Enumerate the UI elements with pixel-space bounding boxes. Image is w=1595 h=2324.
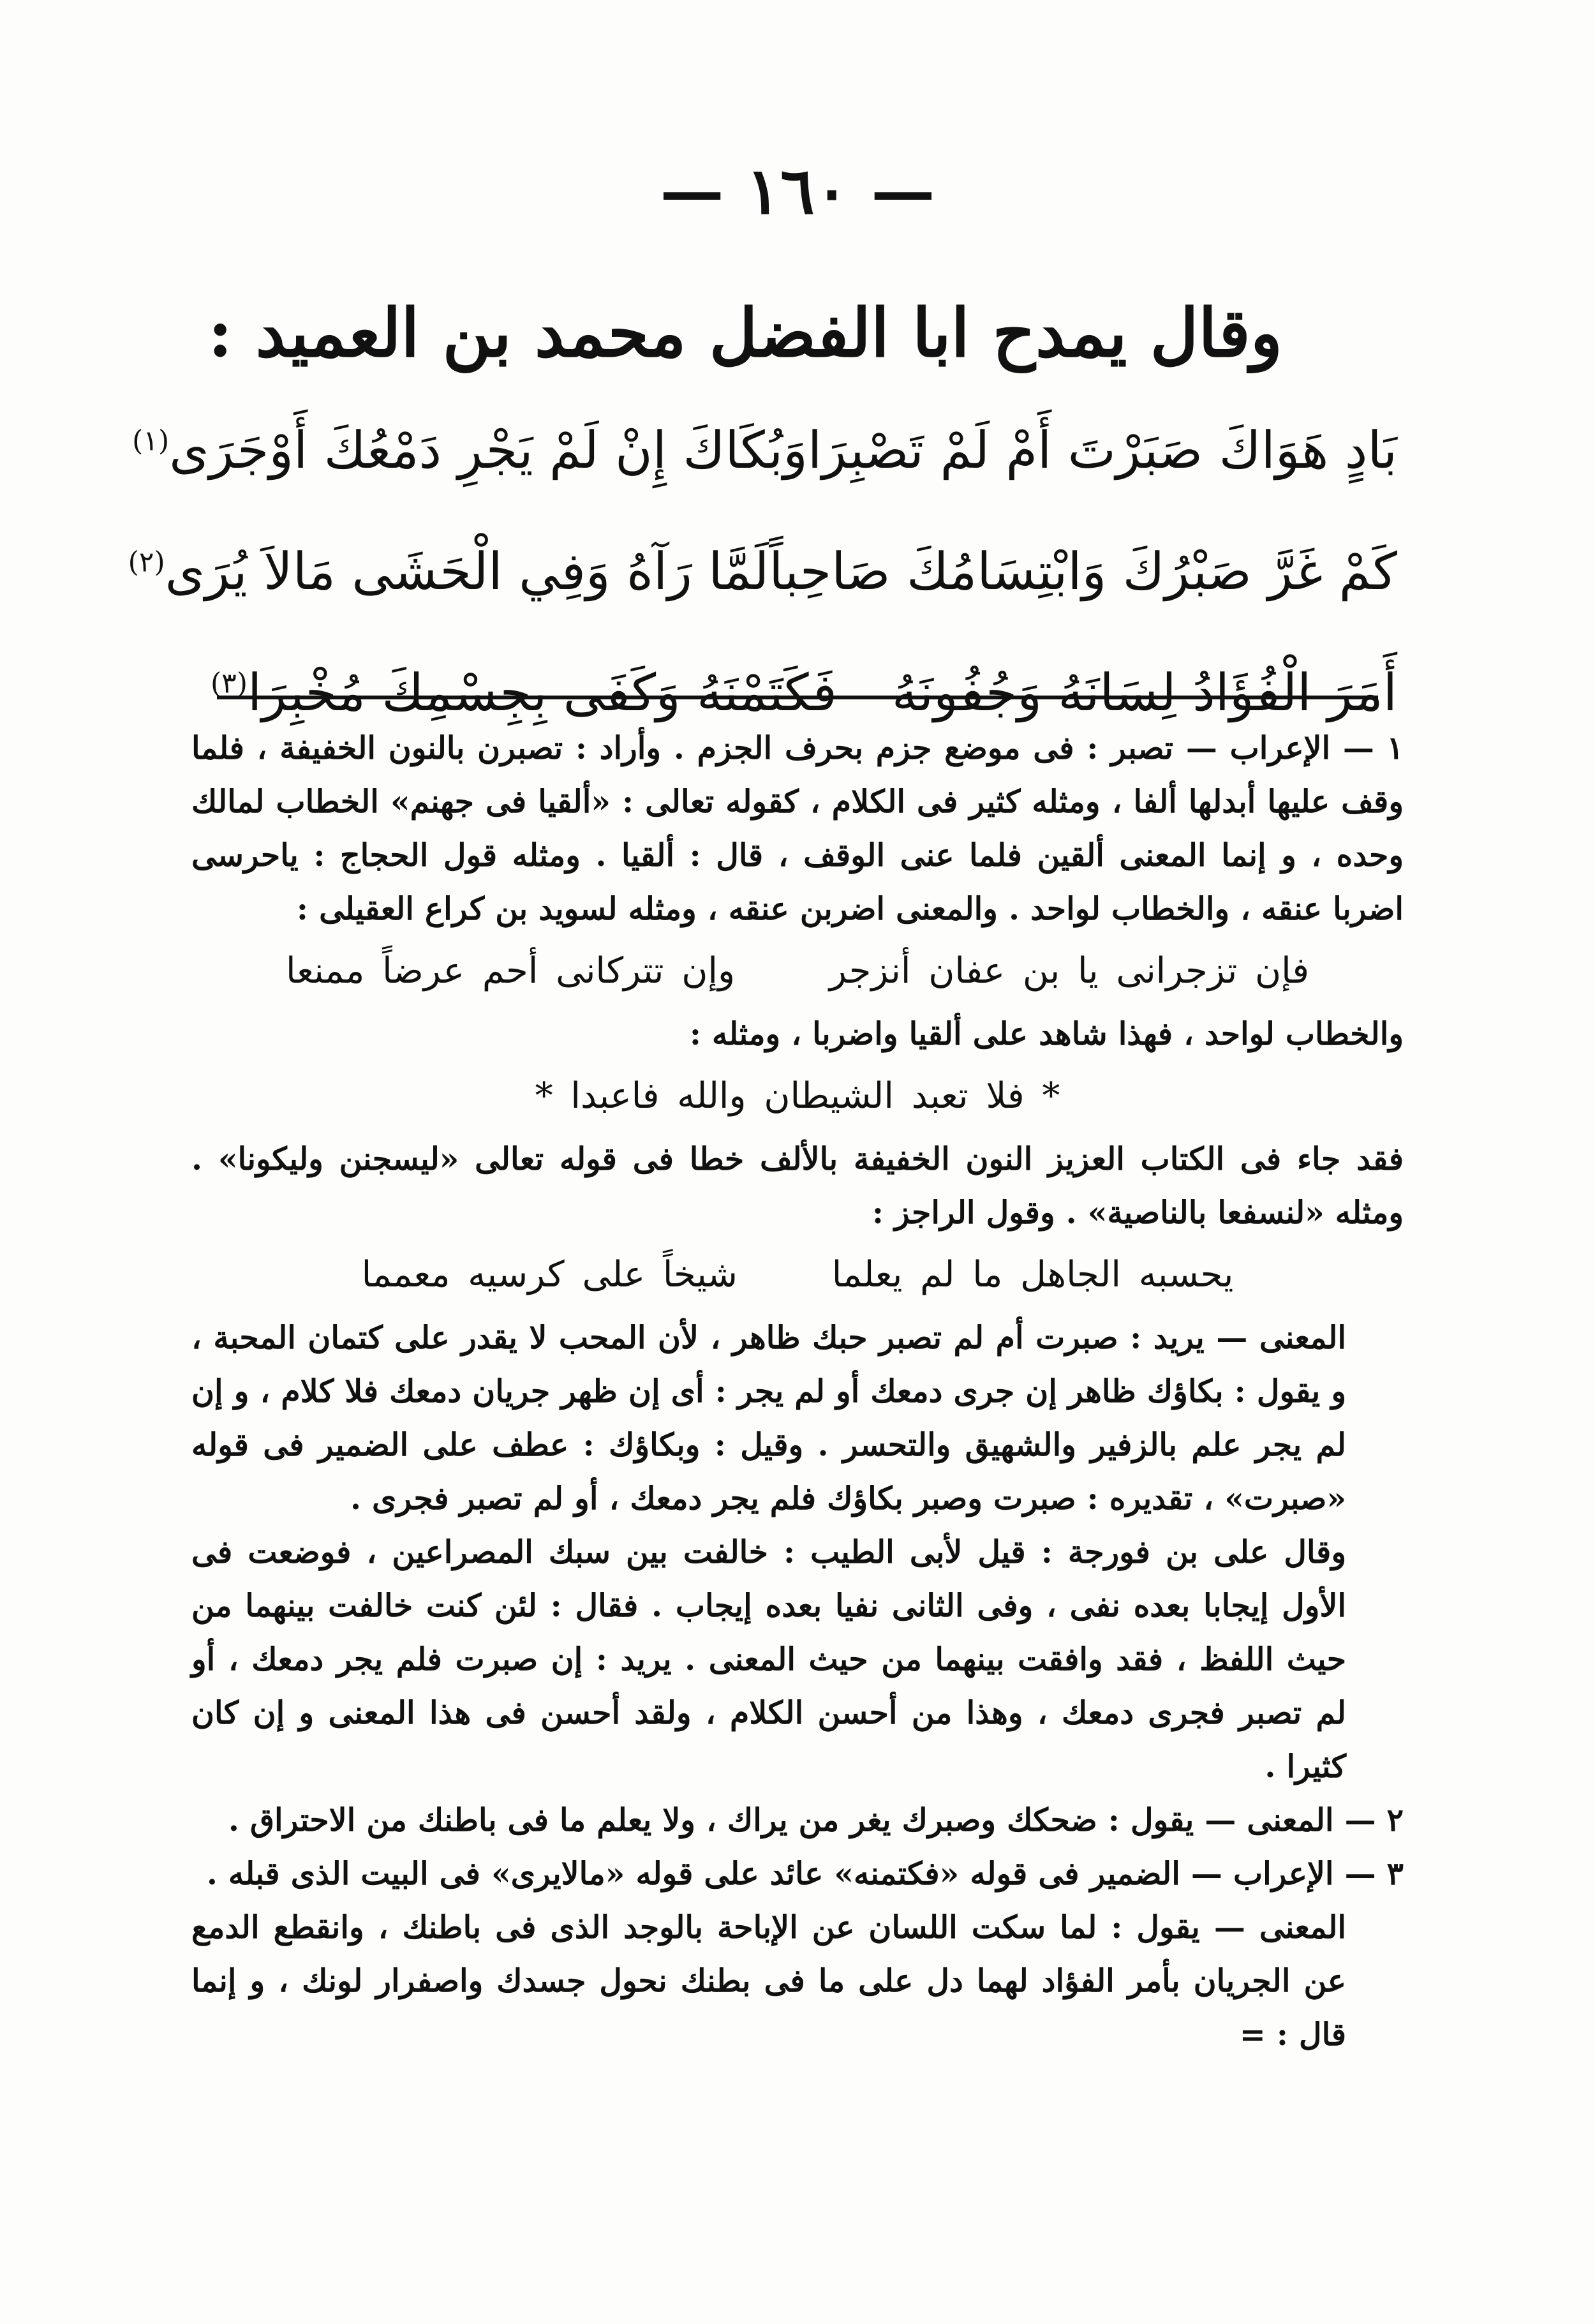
footnotes (191, 721, 1404, 2061)
verse-2 (128, 510, 1397, 632)
verse-1-first-hemistich: بَادٍ هَوَاكَ صَبَرْتَ أَمْ لَمْ تَصْبِرَا (807, 420, 1397, 480)
cited-verse-3-a: يحسبه الجاهل ما لم يعلما (831, 1254, 1234, 1295)
footnote-ref-3: (٣) (211, 666, 248, 699)
note-1-grammar: ١ — الإعراب — تصبر : فى موضع جزم بحرف الجزم . وأراد : تصبرن بالنون الخفيفة ، فلما وقف عليها أبدلها ألفا ، ومثله كثير فى الكلام ، كقوله تعالى : «ألقيا فى جهنم» الخطاب لمالك وحده ، و إنما المعنى ألقين فلما عنى الوقف ، قال : ألقيا . ومثله قول الحجاج : ياحرسى اضربا عنقه ، والخطاب لواحد . والمعنى اضربن عنقه ، ومثله لسويد بن كراع العقيلى : (191, 729, 1404, 927)
verse-2-second-hemistich: لَمَّا رَآهُ وَفِي الْحَشَى مَالاَ يُرَى$^{(٢)}$ (128, 541, 769, 601)
cited-verse-2: * فلا تعبد الشيطان والله فاعبدا * (535, 1075, 1060, 1117)
cited-verse-1-a: فإن تزجرانى يا بن عفان أنزجر (829, 950, 1309, 992)
footnote-ref-1: (١) (132, 424, 170, 457)
cited-verse-1-b: وإن تتركانى أحم عرضاً ممنعا (286, 950, 736, 992)
note-2-meaning: ٢ — المعنى — يقول : ضحكك وصبرك يغر من يراك ، ولا يعلم ما فى باطنك من الاحتراق . (228, 1801, 1404, 1838)
poem-title: وقال يمدح ابا الفضل محمد بن العميد : (207, 294, 1282, 372)
page-number: — ١٦٠ — (660, 153, 935, 228)
footnote-ref-2: (٢) (128, 545, 165, 578)
cited-verse-3 (191, 1248, 1404, 1302)
note-3-grammar: ٣ — الإعراب — الضمير فى قوله «فكتمنه» عائد على قوله «مالايرى» فى البيت الذى قبله . (206, 1855, 1404, 1892)
verse-3-first-hemistich: أَمَرَ الْفُؤَادُ لِسَانَهُ وَجُفُونَهُ (891, 662, 1397, 722)
verse-3-second-hemistich: فَكَتَمْنَهُ وَكَفَى بِجِسْمِكَ مُخْبِرَا$^{(٣)}$ (211, 662, 837, 722)
note-1-continued: والخطاب لواحد ، فهذا شاهد على ألقيا واضربا ، ومثله : (689, 1015, 1404, 1052)
note-1-meaning: المعنى — يريد : صبرت أم لم تصبر حبك ظاهر ، لأن المحب لا يقدر على كتمان المحبة ، و يقول : بكاؤك ظاهر إن جرى دمعك أو لم يجر : أى إن ظهر جريان دمعك فلا كلام ، و إن لم يجر علم بالزفير والشهيق والتحسر . وقيل : وبكاؤك : عطف على الضمير فى قوله «صبرت» ، تقديره : صبرت وصبر بكاؤك فلم يجر دمعك ، أو لم تصبر فجرى . (191, 1319, 1346, 1517)
cited-verse-1 (191, 944, 1404, 998)
cited-verse-3-b: شيخاً على كرسيه معمما (361, 1254, 738, 1295)
footnote-divider (217, 696, 1378, 699)
verse-2-first-hemistich: كَمْ غَرَّ صَبْرُكَ وَابْتِسَامُكَ صَاحِباً (769, 541, 1397, 601)
note-1-ibn-furraja: وقال على بن فورجة : قيل لأبى الطيب : خالفت بين سبك المصراعين ، فوضعت فى الأول إيجابا بعده نفى ، وفى الثانى نفيا بعده إيجاب . فقال : لئن كنت خالفت بينهما من حيث اللفظ ، فقد وافقت بينهما من حيث المعنى . يريد : إن صبرت فلم يجر دمعك ، أو لم تصبر فجرى دمعك ، وهذا من أحسن الكلام ، ولقد أحسن فى هذا المعنى و إن كان كثيرا . (191, 1533, 1346, 1785)
note-3-meaning: المعنى — يقول : لما سكت اللسان عن الإباحة بالوجد الذى فى باطنك ، وانقطع الدمع عن الجريان بأمر الفؤاد لهما دل على ما فى بطنك نحول جسدك واصفرار لونك ، و إنما قال : = (191, 1909, 1346, 2053)
verse-1 (132, 389, 1397, 510)
verse-1-second-hemistich: وَبُكَاكَ إِنْ لَمْ يَجْرِ دَمْعُكَ أَوْجَرَى$^{(١)}$ (132, 420, 808, 480)
note-1-quran: فقد جاء فى الكتاب العزيز النون الخفيفة بالألف خطا فى قوله تعالى «ليسجنن وليكونا» . ومثله «لنسفعا بالناصية» . وقول الراجز : (191, 1140, 1404, 1231)
